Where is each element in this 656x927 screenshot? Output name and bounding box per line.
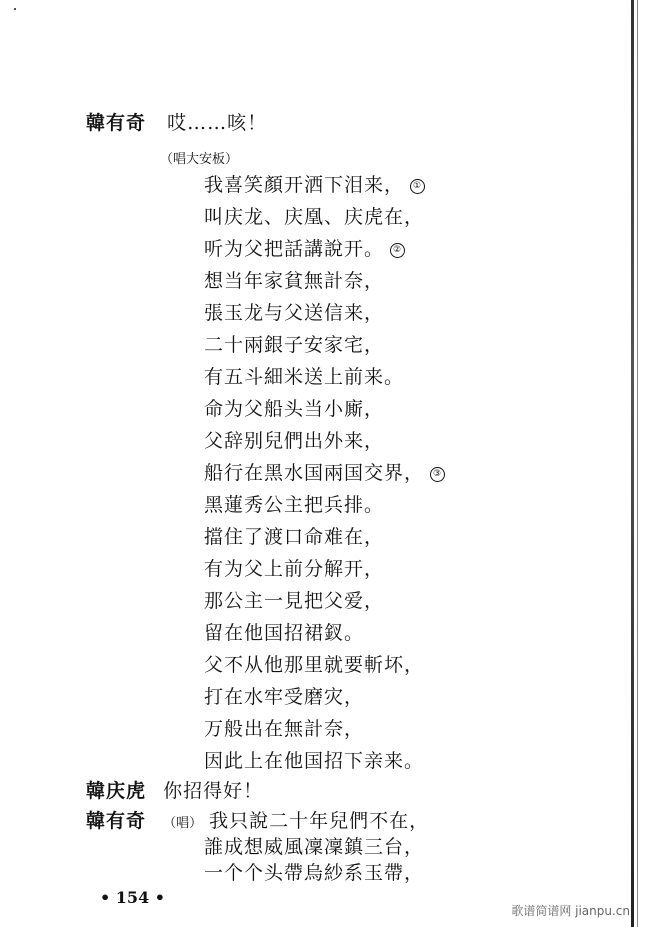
verse-line [204,618,364,645]
verse-text: 張玉龙与父送信来， [204,302,385,324]
speech-text: 我只說二十年兒們不在， [209,810,430,832]
speaker-name: 韓有奇 [86,112,147,134]
verse-line [204,362,404,389]
verse-text: 我喜笑顏开洒下泪来， [204,174,405,196]
verse-line [204,522,384,549]
verse-line [204,330,384,357]
speaker-name: 韓庆虎 [86,780,147,802]
verse-text: 因此上在他国招下亲来。 [204,750,425,772]
stage-note: （唱大安板） [160,152,239,167]
verse-text: 万般出在無計奈， [204,718,365,740]
verse-text: 想当年家貧無計奈， [204,270,385,292]
verse-line [204,650,424,677]
verse-text: 二十兩銀子安家宅， [204,334,385,356]
verse-line [204,426,384,453]
verse-text: 父不从他那里就要斬坏， [204,654,425,676]
verse-text: 船行在黑水国兩国交界， [204,462,425,484]
verse-text: 命为父船头当小廝， [204,398,385,420]
page-edge-line [637,0,638,927]
verse-line [204,234,405,261]
reply-line [86,776,263,803]
verse-line [204,394,384,421]
verse-line [204,202,424,229]
verse-line [204,858,424,885]
verse-line [204,266,384,293]
verse-text: 打在水牢受磨灾， [204,686,365,708]
verse-text: 一个个头帶烏紗系玉帶， [204,862,425,884]
verse-line [204,170,425,197]
page-edge-shadow [631,0,634,927]
verse-text: 擋住了渡口命难在， [204,526,385,548]
verse-text: 誰成想威風凜凜鎮三台， [204,836,425,858]
verse-text: 那公主一見把父爱， [204,590,385,612]
verse-text: 听为父把話講說开。 [204,238,385,260]
verse-line [204,298,384,325]
speech-text: 哎……咳！ [167,112,268,134]
verse-line [204,554,384,581]
verse-text: 叫庆龙、庆凰、庆虎在， [204,206,425,228]
verse-text: 有五斗細米送上前来。 [204,366,405,388]
verse-text: 留在他国招裙釵。 [204,622,365,644]
verse-line [204,746,424,773]
verse-line [204,586,384,613]
verse-text: 有为父上前分解开， [204,558,385,580]
watermark: 歌谱简谱网 jianpu.cn [511,904,630,918]
verse-line [204,832,424,859]
song-line [86,806,429,833]
verse-line [204,682,364,709]
speaker-name: 韓有奇 [86,810,147,832]
verse-line [204,490,384,517]
verse-text: 父辞别兒們出外来， [204,430,385,452]
verse-line [204,714,364,741]
verse-text: 黑蓮秀公主把兵排。 [204,494,385,516]
scan-speck [14,8,16,10]
speech-text: 你招得好！ [163,780,264,802]
footnote-marker: ① [410,179,425,194]
footnote-marker: ② [390,243,405,258]
header-line [86,108,267,135]
page-number: • 154 • [100,888,165,907]
verse-line [204,458,445,485]
stage-note: （唱） [163,816,203,831]
footnote-marker: ③ [430,467,445,482]
